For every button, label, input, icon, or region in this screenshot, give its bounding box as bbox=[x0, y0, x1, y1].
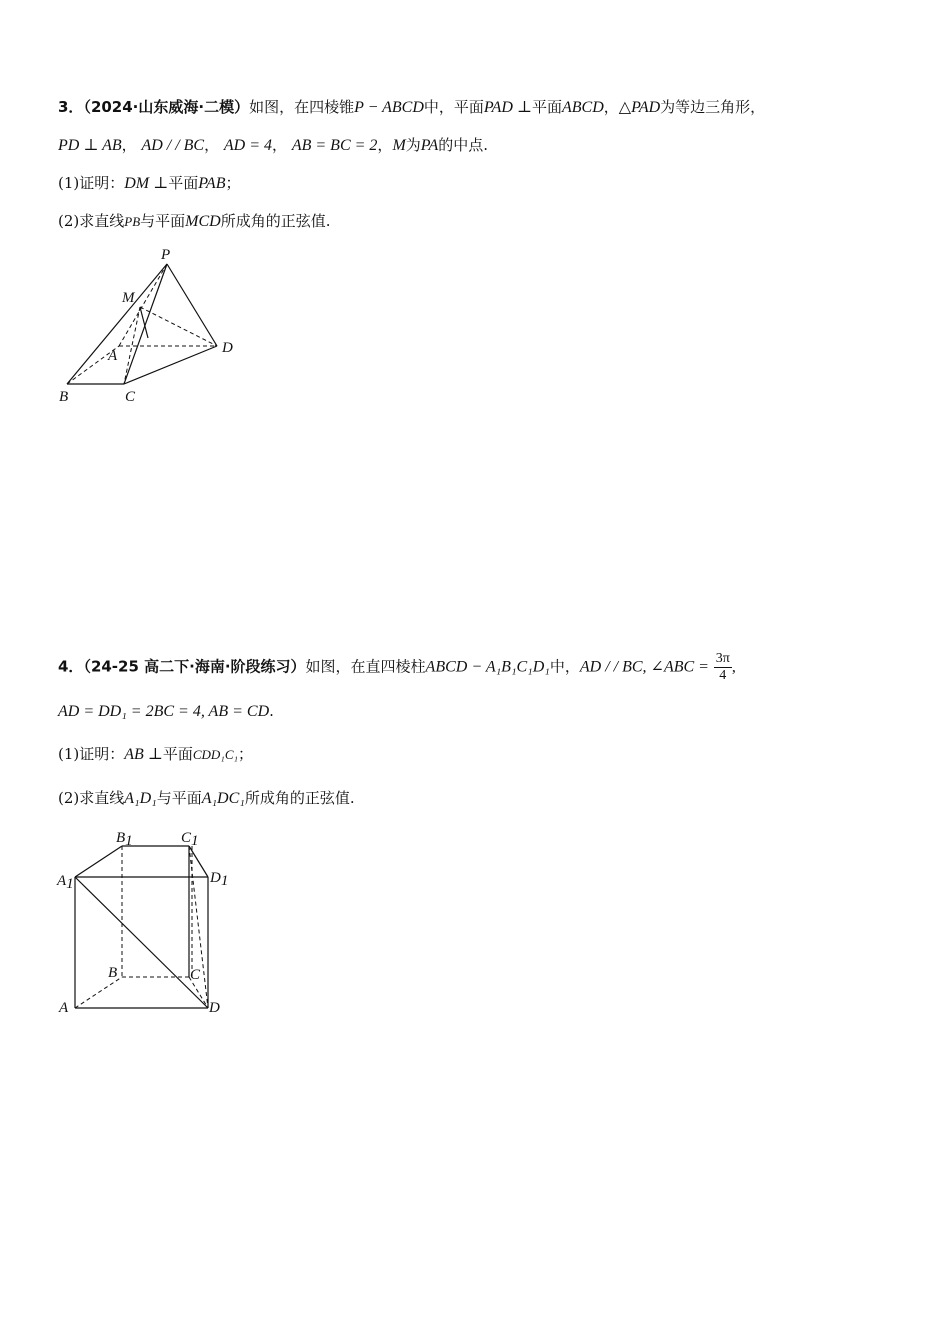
q4-number: 4． bbox=[58, 657, 84, 676]
q3-math: AD / / BC bbox=[141, 137, 205, 154]
q4-frac-bottom: 4 bbox=[719, 668, 727, 683]
q3-text: ， bbox=[377, 136, 393, 154]
q4-line2 bbox=[58, 701, 274, 722]
q3-line2 bbox=[58, 135, 488, 156]
q3-label-C: C bbox=[125, 389, 136, 405]
q4-label-A: A bbox=[59, 1000, 69, 1016]
q4-text: 所成角的正弦值. bbox=[244, 789, 355, 807]
q4-label-B: B bbox=[108, 965, 118, 981]
q4-text: 与平面 bbox=[156, 789, 202, 807]
q4-frac-top: 3π bbox=[715, 651, 730, 666]
q4-text: 如图，在直四棱柱 bbox=[305, 657, 426, 676]
q3-math: PD ⊥ AB bbox=[58, 137, 122, 154]
q3-text: ， bbox=[603, 98, 619, 116]
q3-label-D: D bbox=[222, 340, 233, 356]
q4-part2 bbox=[58, 788, 355, 809]
q3-text: (2)求直线 bbox=[58, 212, 125, 230]
q3-math: AD = 4 bbox=[223, 137, 273, 154]
q3-text: ； bbox=[225, 174, 241, 192]
q3-part1 bbox=[58, 173, 240, 194]
q3-math: DM ⊥ bbox=[124, 175, 169, 192]
q4-label-C1: C1 bbox=[181, 830, 199, 849]
q4-label-B1: B1 bbox=[116, 830, 133, 849]
q4-label-D: D bbox=[209, 1000, 220, 1016]
q3-label-P: P bbox=[161, 247, 171, 263]
q4-prism-figure bbox=[50, 822, 250, 1022]
q3-text: 为等边三角形， bbox=[660, 98, 766, 116]
q3-text: ， bbox=[204, 136, 220, 154]
q4-math: , bbox=[731, 658, 736, 676]
q4-line1 bbox=[58, 651, 736, 684]
q4-fraction bbox=[714, 651, 732, 684]
q3-text: 中，平面 bbox=[423, 98, 484, 116]
q4-text: 中， bbox=[549, 657, 580, 676]
q4-text: ； bbox=[238, 745, 254, 763]
q4-math: AB ⊥ bbox=[124, 746, 163, 763]
q3-text: 如图，在四棱锥 bbox=[249, 98, 355, 116]
q4-math: A₁DC₁ bbox=[201, 790, 245, 807]
q3-number: 3． bbox=[58, 98, 84, 116]
q3-text: ， bbox=[272, 136, 288, 154]
q3-math: PAD ⊥ bbox=[483, 99, 532, 116]
q3-math: MCD bbox=[185, 213, 221, 230]
q3-math: P − ABCD bbox=[354, 99, 424, 116]
q3-math: M bbox=[392, 137, 406, 154]
q4-label-C: C bbox=[190, 967, 201, 983]
q3-text: ， bbox=[121, 136, 137, 154]
q3-part2 bbox=[58, 211, 331, 232]
q3-text: 所成角的正弦值. bbox=[220, 212, 331, 230]
q3-text: 与平面 bbox=[140, 212, 186, 230]
q4-math: A₁D₁ bbox=[124, 790, 157, 807]
q3-text: 平面 bbox=[168, 174, 199, 192]
q3-math: PAB bbox=[198, 175, 226, 192]
q4-math: ABCD − A₁B₁C₁D₁ bbox=[425, 658, 550, 676]
q3-line1 bbox=[58, 97, 765, 118]
q3-text: 为 bbox=[405, 136, 421, 154]
q4-math: AD = DD₁ = 2BC = 4, AB = CD bbox=[58, 703, 270, 720]
q3-math: PA bbox=[420, 137, 439, 154]
q4-label-A1: A1 bbox=[57, 873, 74, 892]
q3-label-B: B bbox=[59, 389, 69, 405]
q4-math: AD / / BC, ∠ABC = bbox=[579, 658, 709, 676]
q3-text: 的中点. bbox=[438, 136, 489, 154]
q4-source: （24-25 高二下·海南·阶段练习） bbox=[83, 657, 306, 676]
q3-text: (1)证明： bbox=[58, 174, 125, 192]
q4-text: (2)求直线 bbox=[58, 789, 125, 807]
q4-text: . bbox=[269, 702, 274, 720]
q4-text: (1)证明： bbox=[58, 745, 125, 763]
q3-math: AB = BC = 2 bbox=[291, 137, 378, 154]
q3-source: （2024·山东威海·二模） bbox=[83, 98, 250, 116]
q4-label-D1: D1 bbox=[210, 870, 229, 889]
q3-math: PB bbox=[124, 214, 141, 229]
q4-part1 bbox=[58, 744, 253, 765]
q3-label-A: A bbox=[108, 348, 118, 364]
q4-math: CDD₁C₁ bbox=[192, 747, 239, 762]
q3-math: △PAD bbox=[618, 99, 661, 116]
q3-math: ABCD bbox=[562, 99, 604, 116]
q3-label-M: M bbox=[122, 290, 135, 306]
q3-pyramid-figure bbox=[50, 240, 250, 410]
q3-text: 平面 bbox=[531, 98, 562, 116]
q4-text: 平面 bbox=[162, 745, 193, 763]
